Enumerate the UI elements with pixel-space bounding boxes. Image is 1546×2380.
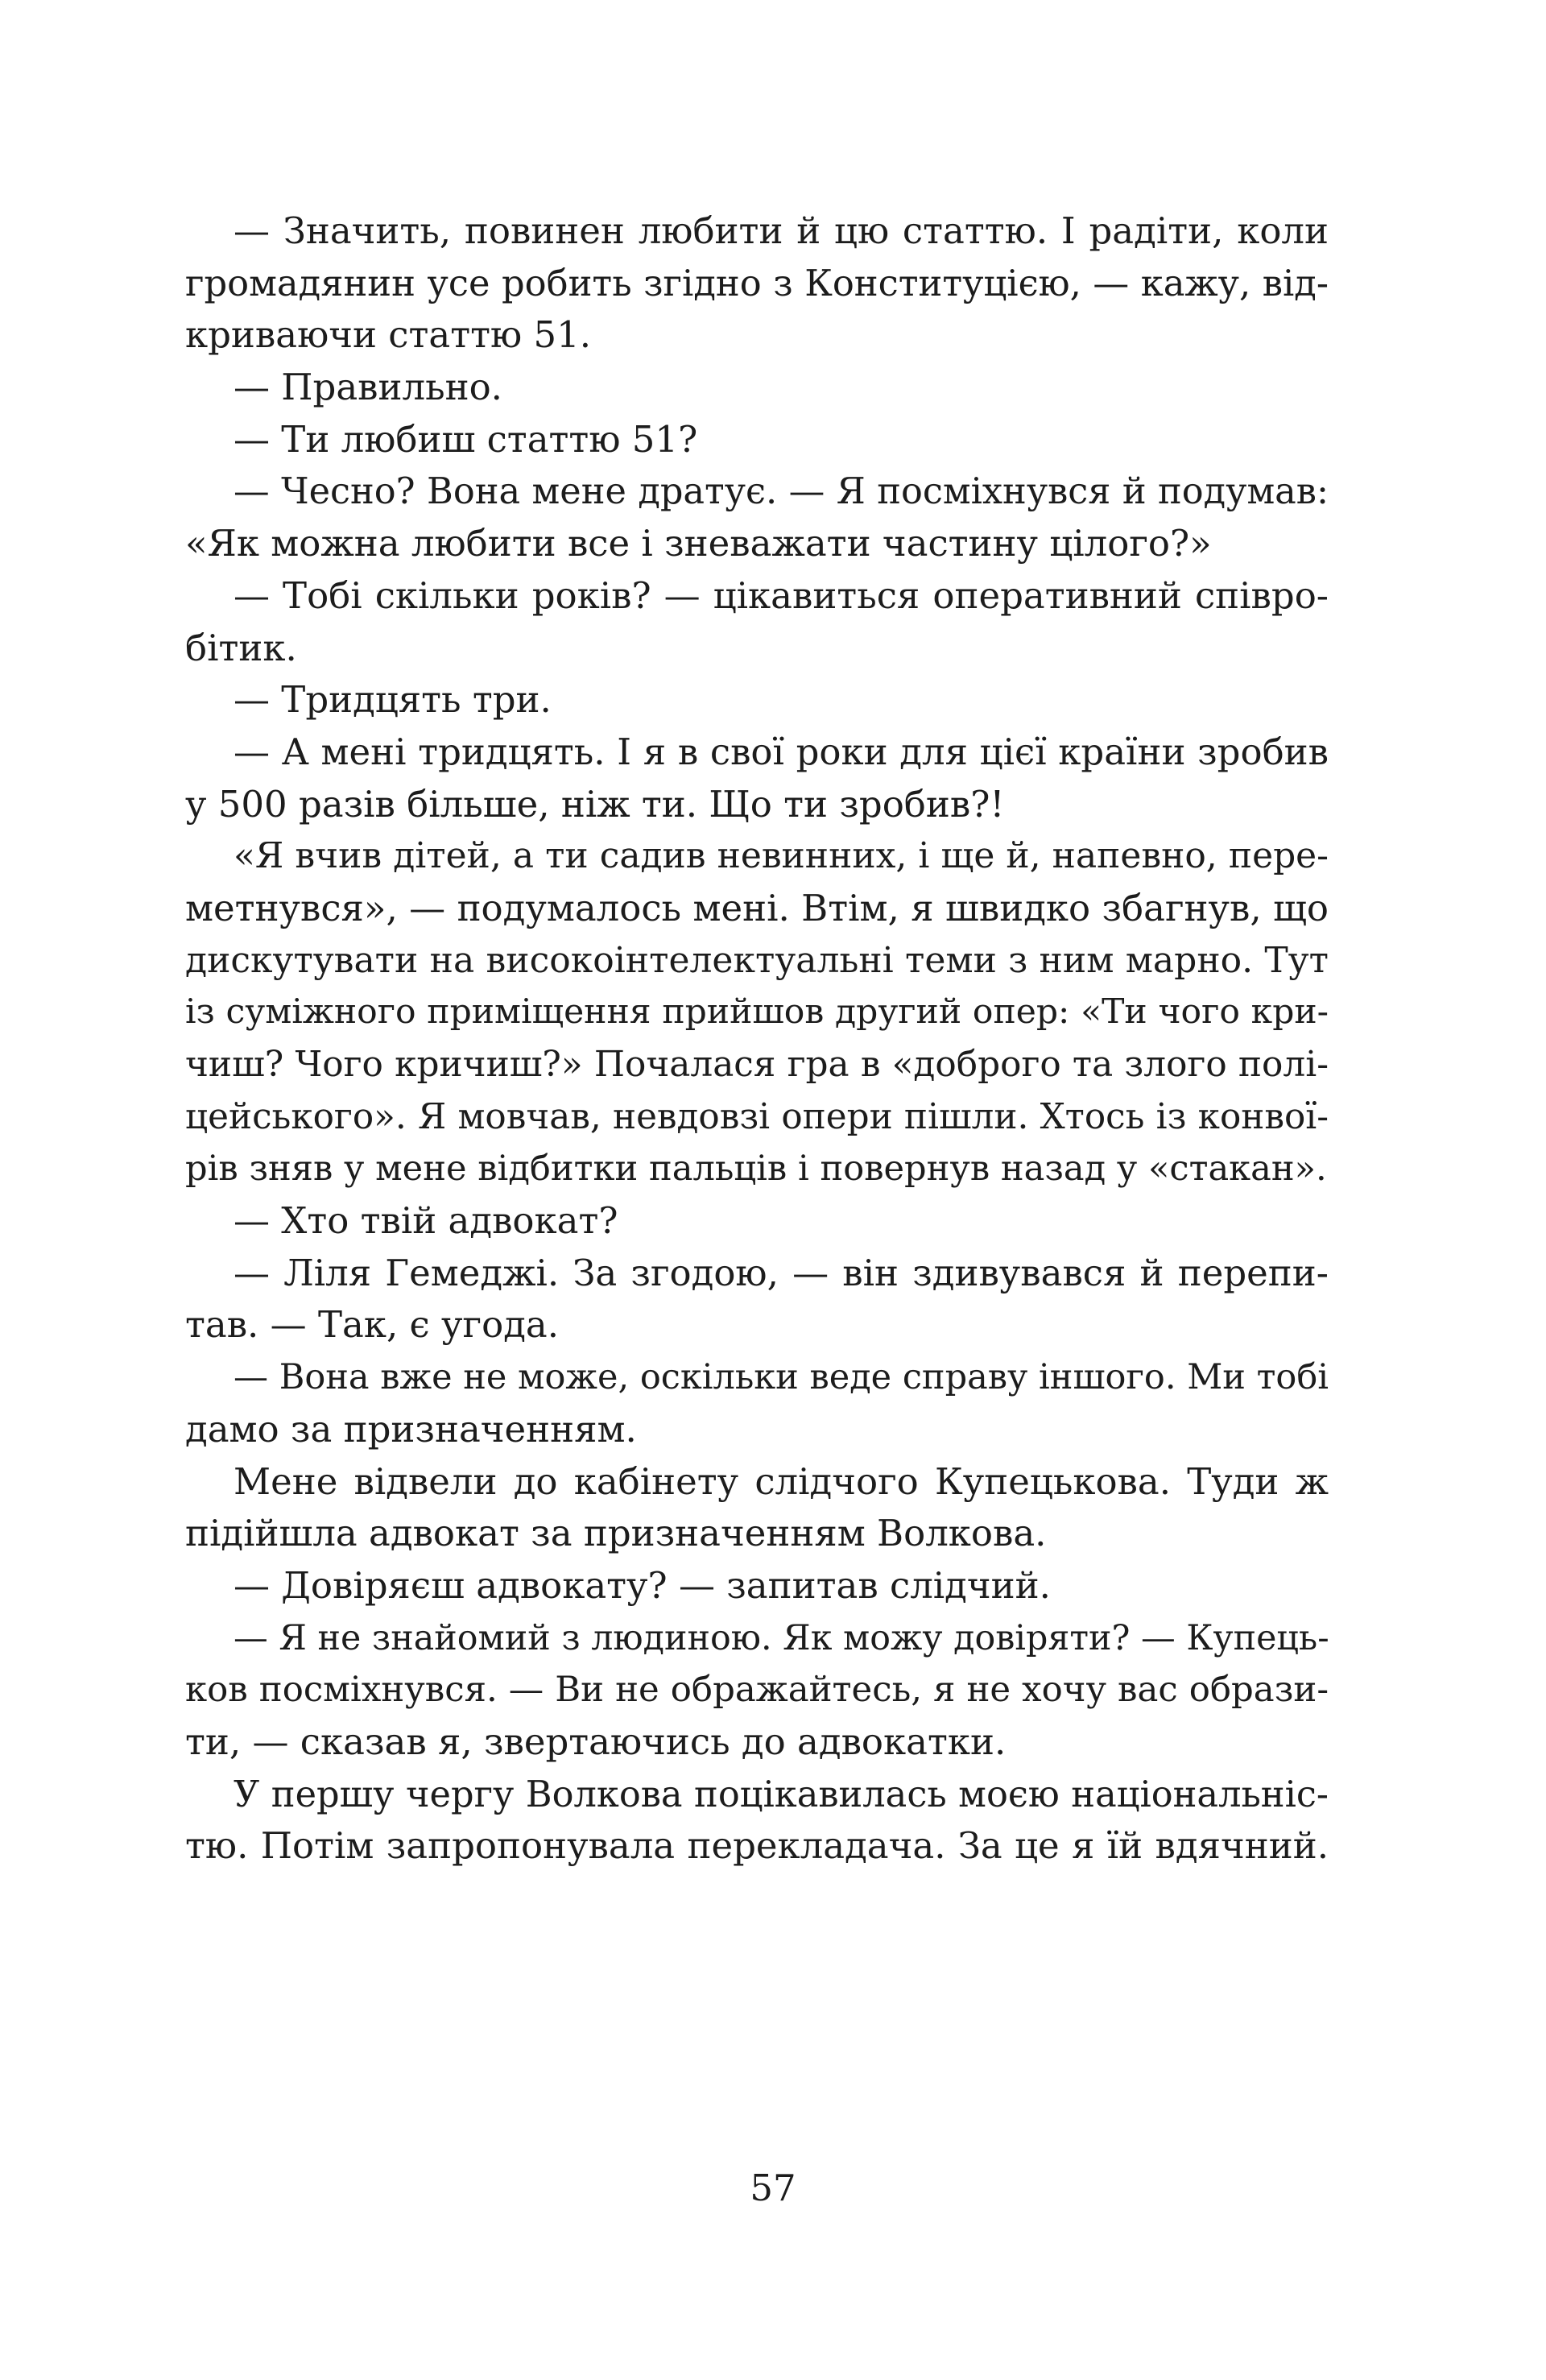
text-line: ти, — сказав я, звертаючись до адвокатки.	[185, 1720, 1007, 1763]
text-line: дискутувати на високоінтелектуальні теми з ним марно. Тут	[185, 939, 1329, 981]
text-line: — Вона вже не може, оскільки веде справу іншого. Ми тобі	[234, 1357, 1329, 1398]
text-line: тю. Потім запропонувала перекладача. За це я їй вдячний.	[185, 1824, 1329, 1868]
text-line: — Правильно.	[234, 366, 502, 409]
text-line: — Тридцять три.	[234, 678, 552, 722]
text-line: — Ти любиш статтю 51?	[234, 417, 698, 461]
text-line: підійшла адвокат за призначенням Волкова.	[185, 1512, 1047, 1555]
text-line: чиш? Чого кричиш?» Почалася гра в «доброго та злого полі-	[185, 1044, 1329, 1085]
text-line: у 500 разів більше, ніж ти. Що ти зробив?!	[185, 782, 1005, 826]
text-line: криваючи статтю 51.	[185, 313, 592, 357]
page-number: 57	[750, 2167, 796, 2209]
text-line: тав. — Так, є угода.	[185, 1303, 560, 1347]
text-line: — Тобі скільки років? — цікавиться оперативний співро-	[234, 573, 1329, 617]
text-line: дамо за призначенням.	[185, 1407, 637, 1451]
text-line: «Як можна любити все і зневажати частину цілого?»	[185, 522, 1212, 565]
text-line: У першу чергу Волкова поцікавилась моєю національніс-	[234, 1773, 1329, 1815]
text-line: із суміжного приміщення прийшов другий опер: «Ти чого кри-	[185, 992, 1329, 1033]
text-line: — Значить, повинен любити й цю статтю. І радіти, коли	[234, 209, 1329, 252]
text-line: громадянин усе робить згідно з Конституцією, — кажу, від-	[185, 261, 1329, 304]
text-line: — Ліля Гемеджі. За згодою, — він здивувався й перепи-	[234, 1251, 1329, 1294]
text-line: ков посміхнувся. — Ви не ображайтесь, я не хочу вас образи-	[185, 1670, 1329, 1711]
text-line: рів зняв у мене відбитки пальців і повернув назад у «стакан».	[185, 1149, 1327, 1190]
body-text	[185, 205, 1329, 1873]
text-line: — Довіряєш адвокату? — запитав слідчий.	[234, 1563, 1051, 1607]
text-line: — Я не знайомий з людиною. Як можу довіряти? — Купець-	[234, 1617, 1329, 1658]
text-line: Мене відвели до кабінету слідчого Купецькова. Туди ж	[234, 1459, 1329, 1503]
text-line: метнувся», — подумалось мені. Втім, я швидко збагнув, що	[185, 886, 1329, 929]
text-line: — Хто твій адвокат?	[234, 1199, 618, 1243]
text-line: — А мені тридцять. І я в свої роки для цієї країни зробив	[234, 730, 1329, 773]
text-line: цейського». Я мовчав, невдовзі опери пішли. Хтось із конвої-	[185, 1095, 1329, 1137]
text-line: — Чесно? Вона мене дратує. — Я посміхнувся й подумав:	[234, 470, 1329, 513]
text-line: бітик.	[185, 626, 297, 669]
text-line: «Я вчив дітей, а ти садив невинних, і ще й, напевно, пере-	[234, 835, 1329, 877]
